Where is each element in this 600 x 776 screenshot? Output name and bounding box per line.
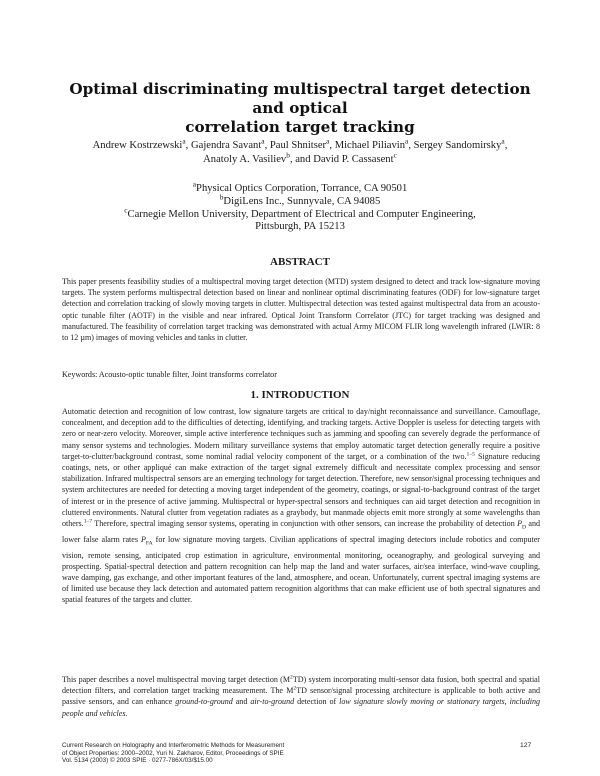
author-affiliation-mark: a <box>405 136 409 146</box>
author: Gajendra Savant <box>190 140 262 151</box>
citation: 1–5 <box>466 451 475 458</box>
proceedings-footer: Current Research on Holography and Interferometric Methods for Measurement of Object Properties: 2000–2002, Yuri N. Zakharov, Editor, Proceedings of SPIE Vol. 5134 (2003) © 2003 SPIE · 0277-786X/03/$15.00 <box>62 742 285 765</box>
author-list: Andrew Kostrzewski$^a$, Gajendra Savant$^a$, Paul Shnitser$^a$, Michael Piliavin$^a$, Sergey Sandomirsky$^a$, Anatoly A. Vasiliev$^b$, and David P. Cassasent$^c$ <box>92 136 508 165</box>
citation: 1–7 <box>83 518 93 525</box>
keywords <box>62 369 540 380</box>
page-number: 127 <box>520 742 532 749</box>
paper-title <box>60 80 540 137</box>
introduction-paragraph-2: This paper describes a novel multispectral moving target detection $(M^2TD)$ system incorporating multi-sensor data fusion, both spectral and spatial detection filters, and correlation target tracking measurement. The $M^2TD$ sensor/signal processing architecture is applicable to both active and passive sensors, and can enhance ground-to-ground and air-to-ground detection of low signature slowly moving or stationary targets, including people and vehicles. <box>62 674 541 718</box>
author-affiliation-mark: a <box>261 136 265 146</box>
affiliation: $^b$DigiLens Inc., Sunnyvale, CA 94085 <box>219 192 381 207</box>
keywords-label: Keywords: <box>62 370 98 379</box>
abstract-text: This paper presents feasibility studies of a multispectral moving target detection (MTD) system designed to detect and track low-signature moving targets. The system performs multispectral detection based on linear and nonlinear optimal discriminating features (ODF) for low-signature target detection and correlation tracking of slowly moving targets in clutter. Multispectral detection was tested against multispectral data from an acousto-optic tunable filter (AOTF) in the visible and near infrared. Optical Joint Transform Correlator (JTC) for target tracking was designed and manufactured. The feasibility of correlation target tracking was demonstrated with actual Army MICOM FLIR long wavelength infrared (LWIR: 8 to 12 µm) images of moving vehicles and tanks in clutter. <box>62 277 540 343</box>
author-affiliation-mark: a <box>326 136 330 146</box>
affiliation: $^c$Carnegie Mellon University, Department of Electrical and Computer Engineering, <box>124 205 476 220</box>
author: Anatoly A. Vasiliev <box>203 154 287 165</box>
author: David P. Cassasent <box>313 154 394 165</box>
symbol-pd: P <box>517 519 522 529</box>
author: Michael Piliavin <box>334 140 406 151</box>
title-line-2: correlation target tracking <box>185 118 415 136</box>
abstract-heading: ABSTRACT <box>270 256 330 268</box>
author: Sergey Sandomirsky <box>413 140 502 151</box>
section-heading-introduction: 1. INTRODUCTION <box>250 389 350 401</box>
affiliation: Pittsburgh, PA 15213 <box>255 221 345 233</box>
author-affiliation-mark: a <box>501 136 505 146</box>
author-affiliation-mark: b <box>286 150 290 160</box>
symbol-pfa: P <box>140 534 146 544</box>
author: Andrew Kostrzewski <box>92 140 183 151</box>
introduction-paragraph-1: Automatic detection and recognition of low contrast, low signature targets are critical to day/night reconnaissance and surveillance. Camouflage, concealment, and deception add to the difficulties of detecting, identifying, and tracking targets. Active Doppler is useless for detecting targets with zero or near-zero velocity. Moreover, simple active interference techniques such as jamming and spoofing can severely degrade the performance of many sensor systems and technologies. Modern military surveillance systems that employ automatic target detection generally require a positive target-to-clutter/background contrast, some nominal radial velocity component of the target, or a combination of the two.$^{1-5}$ Signature reducing coatings, nets, or other appliqué can make extraction of the target signal extremely difficult and necessitate complex processing and sensor stabilization. Infrared multispectral sensors are an emerging technology for target detection. Therefore, new sensor/signal processing techniques and system architectures are needed for detecting a moving target independent of the geometry, coatings, or signal-to-background contrast of the target of interest or in the presence of active jamming. Multispectral or hyper-spectral sensors and techniques can aid target detection and recognition in cluttered environments. Natural clutter from vegetation radiates as a graybody, but manmade objects emit more strongly at some wavelengths than others.$^{1-7}$ Therefore, spectral imaging sensor systems, operating in conjunction with other sensors, can increase the probability of detection $P_D$ and lower false alarm rates $P_{FA}$ for low signature moving targets. Civilian applications of spectral imaging detectors include robotics and computer vision, remote sensing, anticipated crop estimation in agriculture, environmental monitoring, oceanography, and geological surveying and prospecting. Spatial-spectral detection and pattern recognition can help map the land and water surfaces, air/sea interface, wind-wave coupling, wave damping, gas exchange, and other important features of the land, atmosphere, and ocean. Unfortunately, current spectral imaging systems are of limited use because they lack detection and automated pattern recognition algorithms that can make efficient use of both spectral signatures and spatial features of the targets and clutter. <box>62 407 540 605</box>
author: Paul Shnitser <box>269 140 327 151</box>
affiliation-list <box>50 179 550 234</box>
author-affiliation-mark: a <box>182 136 186 146</box>
title-line-1: Optimal discriminating multispectral target detection and optical <box>69 80 531 117</box>
keywords-text: Acousto-optic tunable filter, Joint transforms correlator <box>98 370 277 379</box>
affiliation: $^a$Physical Optics Corporation, Torrance, CA 90501 <box>192 179 408 194</box>
author-affiliation-mark: c <box>393 150 397 160</box>
